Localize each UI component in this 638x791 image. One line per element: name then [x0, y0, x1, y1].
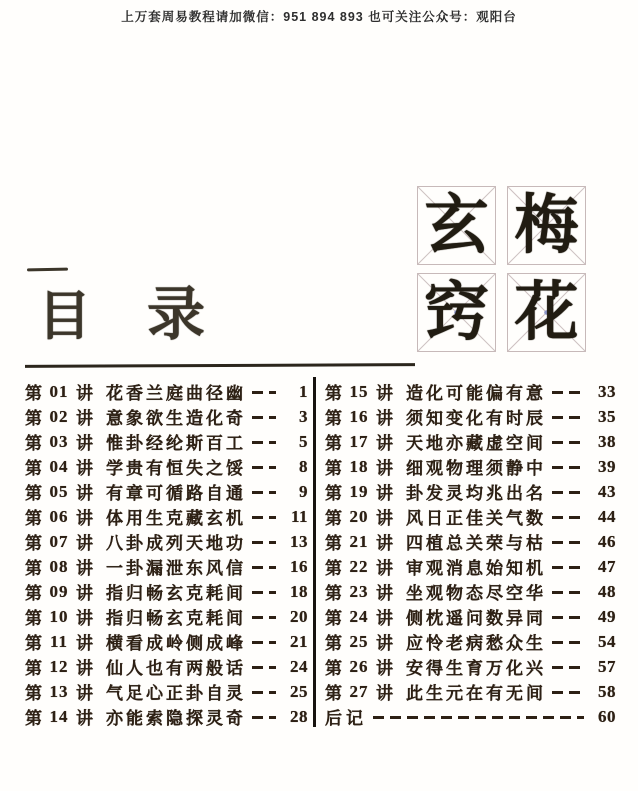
page-number: 43: [598, 481, 616, 501]
toc-entry: [25, 554, 308, 579]
lecture-prefix: 第: [25, 559, 42, 578]
page-number: 46: [598, 531, 616, 551]
lecture-number: [325, 554, 393, 579]
lecture-no: 16: [349, 406, 369, 426]
lecture-title: 有章可循路自通: [106, 484, 246, 503]
page-number: 3: [299, 406, 308, 426]
dash-leader: [552, 566, 584, 568]
lecture-no: 26: [349, 656, 369, 676]
promo-header: 上万套周易教程请加微信：951 894 893 也可关注公众号：观阳台: [121, 10, 517, 24]
toc-entry: [25, 379, 308, 404]
lecture-suffix: 讲: [76, 459, 93, 478]
lecture-no: 23: [349, 581, 369, 601]
lecture-prefix: 第: [25, 609, 42, 628]
lecture-suffix: 讲: [376, 384, 393, 403]
lecture-title: 细观物理须静中: [406, 459, 546, 478]
calligraphy-flourish: [27, 268, 68, 272]
lecture-no: 06: [49, 506, 69, 526]
lecture-number: [25, 629, 93, 654]
lecture-suffix: 讲: [76, 409, 93, 428]
lecture-title: 花香兰庭曲径幽: [106, 384, 246, 403]
lecture-prefix: 第: [325, 509, 342, 528]
page-number: 49: [598, 606, 616, 626]
dash-leader: [252, 491, 276, 493]
lecture-prefix: 第: [25, 584, 42, 603]
lecture-suffix: 讲: [76, 634, 93, 653]
lecture-no: 09: [49, 581, 69, 601]
calligraphy-grid-cell: [507, 186, 586, 265]
page-number: 9: [299, 481, 308, 501]
toc-entry: [325, 679, 616, 704]
page-number: 18: [290, 581, 308, 601]
lecture-prefix: 第: [25, 709, 42, 728]
page-number: 13: [290, 531, 308, 551]
lecture-suffix: 讲: [76, 609, 93, 628]
page-number: 60: [598, 706, 616, 726]
lecture-title: 学贵有恒失之馁: [106, 459, 246, 478]
lecture-number: [25, 404, 93, 429]
lecture-suffix: 讲: [76, 659, 93, 678]
lecture-suffix: 讲: [376, 459, 393, 478]
lecture-no: 14: [49, 706, 69, 726]
title-underline: [25, 363, 415, 367]
lecture-number: [325, 504, 393, 529]
lecture-title: 此生元在有无间: [406, 684, 546, 703]
toc-entry: [325, 579, 616, 604]
lecture-suffix: 讲: [376, 609, 393, 628]
lecture-suffix: 讲: [376, 409, 393, 428]
lecture-number: [325, 579, 393, 604]
lecture-no: 27: [349, 681, 369, 701]
lecture-number: [25, 479, 93, 504]
lecture-no: 15: [349, 381, 369, 401]
lecture-no: 22: [349, 556, 369, 576]
lecture-number: [325, 629, 393, 654]
page-number: 21: [290, 631, 308, 651]
lecture-title: 气足心正卦自灵: [106, 684, 246, 703]
lecture-prefix: 第: [325, 409, 342, 428]
toc-entry: [25, 704, 308, 729]
page-number: 1: [299, 381, 308, 401]
lecture-no: 11: [49, 631, 69, 651]
toc-entry: [325, 529, 616, 554]
dash-leader: [552, 691, 584, 693]
lecture-title: 天地亦藏虚空间: [406, 434, 546, 453]
lecture-title: 应怜老病愁众生: [406, 634, 546, 653]
lecture-prefix: 第: [25, 409, 42, 428]
lecture-prefix: 第: [25, 484, 42, 503]
lecture-no: 24: [349, 606, 369, 626]
lecture-suffix: 讲: [76, 534, 93, 553]
lecture-prefix: 第: [25, 634, 42, 653]
lecture-number: [25, 529, 93, 554]
lecture-title: 指归畅玄克耗间: [106, 609, 246, 628]
lecture-title: 风日正佳关气数: [406, 509, 546, 528]
lecture-number: [325, 654, 393, 679]
lecture-prefix: 第: [325, 559, 342, 578]
lecture-prefix: 第: [325, 384, 342, 403]
dash-leader: [252, 516, 276, 518]
lecture-prefix: 第: [325, 634, 342, 653]
lecture-suffix: 讲: [376, 509, 393, 528]
toc-entry: [25, 479, 308, 504]
postscript-label: 后记: [325, 709, 367, 728]
lecture-number: [25, 654, 93, 679]
column-divider: [313, 377, 316, 727]
page-number: 5: [299, 431, 308, 451]
lecture-no: 25: [349, 631, 369, 651]
book-title-grid: [417, 186, 586, 352]
lecture-prefix: 第: [325, 609, 342, 628]
lecture-suffix: 讲: [76, 559, 93, 578]
lecture-prefix: 第: [325, 659, 342, 678]
lecture-title: 体用生克藏玄机: [106, 509, 246, 528]
book-title-char: 花: [514, 276, 579, 348]
dash-leader: [252, 416, 276, 418]
dash-leader: [552, 591, 584, 593]
page-number: 16: [290, 556, 308, 576]
lecture-title: 造化可能偏有意: [406, 384, 546, 403]
toc-entry: [325, 629, 616, 654]
dash-leader: [252, 641, 276, 643]
lecture-prefix: 第: [25, 684, 42, 703]
toc-entry: [25, 654, 308, 679]
toc-entry: [25, 429, 308, 454]
toc-entry: [325, 429, 616, 454]
dash-leader: [552, 491, 584, 493]
lecture-title: 意象欲生造化奇: [106, 409, 246, 428]
lecture-suffix: 讲: [76, 384, 93, 403]
dash-leader: [252, 391, 276, 393]
lecture-title: 八卦成列天地功: [106, 534, 246, 553]
lecture-no: 21: [349, 531, 369, 551]
lecture-title: 坐观物态尽空华: [406, 584, 546, 603]
calligraphy-grid-cell: [417, 186, 496, 265]
page-number: 44: [598, 506, 616, 526]
dash-leader: [552, 416, 584, 418]
dash-leader: [252, 716, 276, 718]
lecture-prefix: 第: [325, 459, 342, 478]
lecture-suffix: 讲: [376, 534, 393, 553]
lecture-title: 侧枕遥问数异同: [406, 609, 546, 628]
lecture-number: [25, 679, 93, 704]
lecture-no: 05: [49, 481, 69, 501]
calligraphy-grid-cell: [507, 273, 586, 352]
lecture-prefix: 第: [25, 459, 42, 478]
lecture-number: [325, 404, 393, 429]
toc-entry: [325, 404, 616, 429]
lecture-title: 四植总关荣与枯: [406, 534, 546, 553]
lecture-no: 12: [49, 656, 69, 676]
toc-right-column: [325, 379, 616, 704]
lecture-number: [25, 429, 93, 454]
dash-leader: [552, 391, 584, 393]
dash-leader: [252, 616, 276, 618]
lecture-number: [25, 704, 93, 729]
lecture-title: 审观消息始知机: [406, 559, 546, 578]
lecture-number: [25, 454, 93, 479]
toc-entry: [325, 604, 616, 629]
dash-leader: [552, 666, 584, 668]
toc-entry: [25, 604, 308, 629]
lecture-title: 卦发灵均兆出名: [406, 484, 546, 503]
lecture-suffix: 讲: [76, 684, 93, 703]
lecture-suffix: 讲: [376, 559, 393, 578]
page-number: 35: [598, 406, 616, 426]
toc-entry: [325, 554, 616, 579]
lecture-number: [325, 679, 393, 704]
page-number: 25: [290, 681, 308, 701]
lecture-number: [325, 454, 393, 479]
dash-leader: [552, 516, 584, 518]
page-number: 38: [598, 431, 616, 451]
lecture-prefix: 第: [25, 434, 42, 453]
lecture-no: 02: [49, 406, 69, 426]
lecture-suffix: 讲: [376, 434, 393, 453]
lecture-title: 仙人也有两般话: [106, 659, 246, 678]
lecture-title: 安得生育万化兴: [406, 659, 546, 678]
lecture-number: [325, 604, 393, 629]
toc-entry: [25, 579, 308, 604]
toc-entry: [325, 479, 616, 504]
lecture-prefix: 第: [325, 484, 342, 503]
lecture-title: 亦能索隐探灵奇: [106, 709, 246, 728]
lecture-number: [325, 429, 393, 454]
lecture-number: [25, 579, 93, 604]
book-title-char: 窍: [424, 276, 489, 348]
lecture-title: 指归畅玄克耗间: [106, 584, 246, 603]
lecture-number: [25, 379, 93, 404]
toc-left-column: [25, 379, 308, 729]
lecture-no: 07: [49, 531, 69, 551]
dash-leader: [552, 441, 584, 443]
dash-leader: [252, 666, 276, 668]
lecture-prefix: 第: [25, 384, 42, 403]
dash-leader: [252, 466, 276, 468]
lecture-suffix: 讲: [376, 634, 393, 653]
lecture-number: [325, 379, 393, 404]
lecture-number: [25, 504, 93, 529]
lecture-suffix: 讲: [76, 709, 93, 728]
lecture-number: [25, 604, 93, 629]
lecture-no: 17: [349, 431, 369, 451]
dash-leader: [252, 541, 276, 543]
lecture-title: 须知变化有时辰: [406, 409, 546, 428]
lecture-title: 惟卦经纶斯百工: [106, 434, 246, 453]
lecture-title: 横看成岭侧成峰: [106, 634, 246, 653]
page-number: 39: [598, 456, 616, 476]
dash-leader: [252, 691, 276, 693]
lecture-prefix: 第: [325, 684, 342, 703]
lecture-prefix: 第: [25, 534, 42, 553]
lecture-no: 18: [349, 456, 369, 476]
lecture-no: 01: [49, 381, 69, 401]
toc-entry: [25, 404, 308, 429]
lecture-suffix: 讲: [376, 659, 393, 678]
dash-leader: [552, 541, 584, 543]
page-number: 33: [598, 381, 616, 401]
dash-leader: [552, 616, 584, 618]
toc-entry: [25, 629, 308, 654]
postscript-entry: [325, 704, 616, 729]
lecture-number: [25, 554, 93, 579]
lecture-suffix: 讲: [376, 684, 393, 703]
calligraphy-grid-cell: [417, 273, 496, 352]
dash-leader: [373, 716, 584, 718]
lecture-suffix: 讲: [76, 584, 93, 603]
page-number: 20: [290, 606, 308, 626]
toc-entry: [25, 504, 308, 529]
page-number: 24: [290, 656, 308, 676]
page-number: 58: [598, 681, 616, 701]
lecture-no: 10: [49, 606, 69, 626]
lecture-suffix: 讲: [76, 484, 93, 503]
lecture-suffix: 讲: [76, 509, 93, 528]
lecture-no: 13: [49, 681, 69, 701]
lecture-number: [325, 529, 393, 554]
lecture-no: 04: [49, 456, 69, 476]
toc-title-char-lu: 录: [147, 282, 206, 347]
book-title-char: 梅: [514, 189, 579, 261]
lecture-suffix: 讲: [376, 484, 393, 503]
lecture-suffix: 讲: [376, 584, 393, 603]
lecture-title: 一卦漏泄东风信: [106, 559, 246, 578]
toc-entry: [325, 454, 616, 479]
toc-entry: [25, 679, 308, 704]
page-number: 8: [299, 456, 308, 476]
toc-entry: [25, 529, 308, 554]
toc-title-char-mu: 目: [38, 288, 91, 346]
toc-entry: [325, 504, 616, 529]
lecture-prefix: 第: [325, 434, 342, 453]
dash-leader: [552, 466, 584, 468]
page-number: 48: [598, 581, 616, 601]
lecture-suffix: 讲: [76, 434, 93, 453]
dash-leader: [252, 591, 276, 593]
toc-entry: [25, 454, 308, 479]
page-number: 11: [290, 506, 308, 526]
toc-entry: [325, 654, 616, 679]
lecture-prefix: 第: [325, 584, 342, 603]
dash-leader: [252, 441, 276, 443]
page-number: 54: [598, 631, 616, 651]
lecture-no: 08: [49, 556, 69, 576]
book-title-char: 玄: [424, 189, 489, 261]
lecture-prefix: 第: [325, 534, 342, 553]
toc-entry: [325, 379, 616, 404]
lecture-prefix: 第: [25, 659, 42, 678]
lecture-number: [325, 479, 393, 504]
lecture-prefix: 第: [25, 509, 42, 528]
lecture-no: 20: [349, 506, 369, 526]
dash-leader: [252, 566, 276, 568]
page-number: 47: [598, 556, 616, 576]
page-number: 57: [598, 656, 616, 676]
page-number: 28: [290, 706, 308, 726]
lecture-no: 19: [349, 481, 369, 501]
dash-leader: [552, 641, 584, 643]
lecture-no: 03: [49, 431, 69, 451]
